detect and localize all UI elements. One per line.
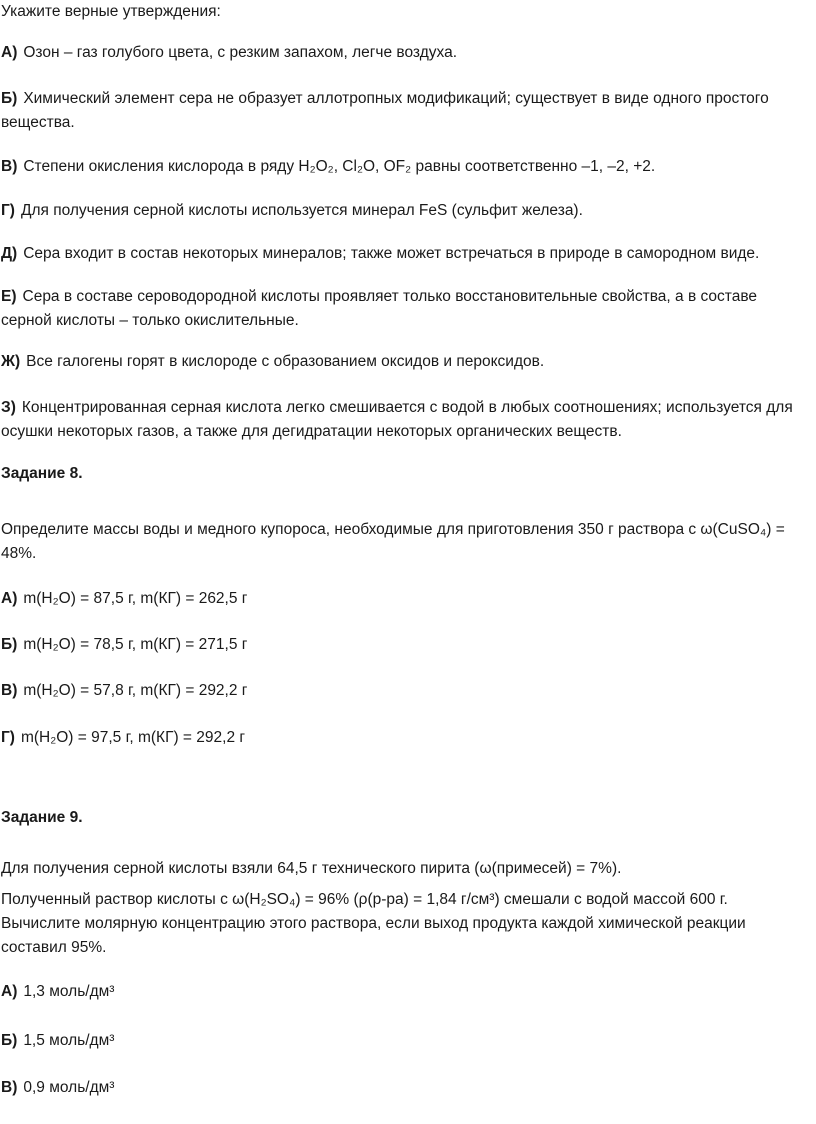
- statement-text: Химический элемент сера не образует аллотропных модификаций; существует в виде одного простого вещества.: [1, 90, 769, 131]
- statement-label: А): [1, 44, 18, 61]
- option-text: m(H₂O) = 87,5 г, m(КГ) = 262,5 г: [23, 590, 248, 607]
- option-label: В): [1, 682, 18, 699]
- statement-label: Ж): [1, 353, 21, 370]
- task8-title: Задание 8.: [1, 465, 83, 482]
- statement-e: [1, 285, 807, 333]
- statement-text: Концентрированная серная кислота легко смешивается с водой в любых соотношениях; используется для осушки некоторых газов, а также для дегидратации некоторых органических веществ.: [1, 399, 793, 440]
- task8-question: Определите массы воды и медного купороса, необходимые для приготовления 350 г раствора с ω(CuSO₄) = 48%.: [1, 521, 785, 562]
- option-label: Г): [1, 729, 15, 746]
- statement-text: Степени окисления кислорода в ряду H₂O₂, Cl₂O, OF₂ равны соответственно –1, –2, +2.: [23, 158, 656, 175]
- statement-label: В): [1, 158, 18, 175]
- option-label: Б): [1, 1032, 18, 1049]
- task9-line1: Для получения серной кислоты взяли 64,5 г технического пирита (ω(примесей) = 7%).: [1, 860, 622, 877]
- task9-option-a: [1, 980, 807, 1004]
- statement-text: Сера в составе сероводородной кислоты проявляет только восстановительные свойства, а в составе серной кислоты – только окислительные.: [1, 288, 758, 329]
- statement-label: Г): [1, 202, 15, 219]
- option-text: m(H₂O) = 78,5 г, m(КГ) = 271,5 г: [23, 636, 248, 653]
- statement-text: Для получения серной кислоты используется минерал FeS (сульфит железа).: [20, 202, 583, 219]
- option-label: Б): [1, 636, 18, 653]
- statement-zh: [1, 350, 807, 374]
- task8-option-b: [1, 633, 807, 657]
- task9-option-v: [1, 1076, 807, 1100]
- statement-v: [1, 155, 807, 179]
- statement-b: [1, 87, 807, 135]
- statement-text: Все галогены горят в кислороде с образованием оксидов и пероксидов.: [26, 353, 545, 370]
- statement-label: Б): [1, 90, 18, 107]
- statement-label: Д): [1, 245, 18, 262]
- option-label: А): [1, 590, 18, 607]
- intro-text: Укажите верные утверждения:: [1, 3, 221, 20]
- task9-line2: Полученный раствор кислоты с ω(H₂SO₄) = 96% (ρ(р-ра) = 1,84 г/см³) смешали с водой массой 600 г. Вычислите молярную концентрацию этого раствора, если выход продукта каждой химической реакции составил 95%.: [1, 891, 746, 956]
- option-text: m(H₂O) = 97,5 г, m(КГ) = 292,2 г: [20, 729, 246, 746]
- statement-g: [1, 199, 807, 223]
- option-text: m(H₂O) = 57,8 г, m(КГ) = 292,2 г: [23, 682, 248, 699]
- option-text: 0,9 моль/дм³: [23, 1079, 115, 1096]
- statement-label: З): [1, 399, 16, 416]
- statement-text: Озон – газ голубого цвета, с резким запахом, легче воздуха.: [23, 44, 457, 61]
- task8-option-g: [1, 726, 807, 750]
- statement-z: [1, 396, 807, 444]
- option-text: 1,3 моль/дм³: [23, 983, 115, 1000]
- statement-a: [1, 41, 807, 65]
- task9-option-b: [1, 1029, 807, 1053]
- statement-label: Е): [1, 288, 17, 305]
- statement-text: Сера входит в состав некоторых минералов; также может встречаться в природе в самородном виде.: [23, 245, 760, 262]
- task9-title: Задание 9.: [1, 809, 83, 826]
- option-label: В): [1, 1079, 18, 1096]
- option-label: А): [1, 983, 18, 1000]
- task8-option-a: [1, 587, 807, 611]
- option-text: 1,5 моль/дм³: [23, 1032, 115, 1049]
- task8-option-v: [1, 679, 807, 703]
- statement-d: [1, 242, 807, 266]
